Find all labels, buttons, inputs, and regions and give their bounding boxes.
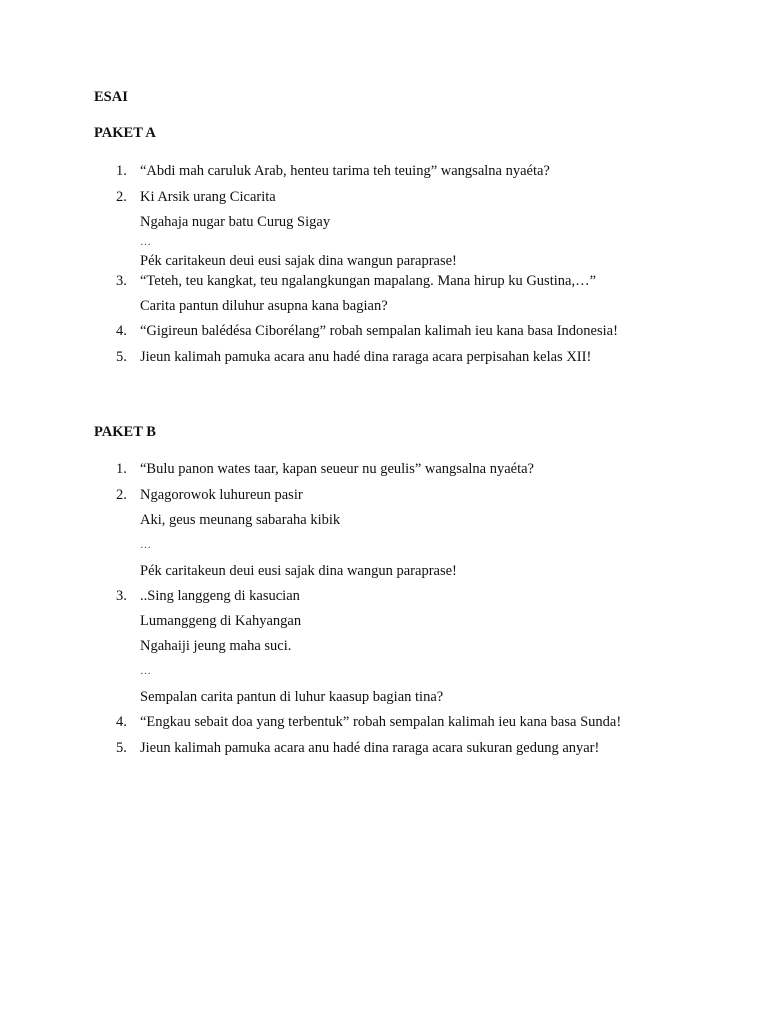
paket-b-q2-ellipsis: … [140,539,152,551]
paket-a-q3-line1: “Teteh, teu kangkat, teu ngalangkungan mapalang. Mana hirup ku Gustina,…” [140,273,596,289]
paket-b-q4-number: 4. [116,714,127,730]
paket-a-q3-line2: Carita pantun diluhur asupna kana bagian? [140,298,388,314]
paket-b-q5-number: 5. [116,740,127,756]
paket-b-q3-ellipsis: … [140,665,152,677]
paket-a-q2-line2: Ngahaja nugar batu Curug Sigay [140,214,331,230]
paket-a-q5-text: Jieun kalimah pamuka acara anu hadé dina raraga acara perpisahan kelas XII! [140,349,592,365]
paket-a-q4-number: 4. [116,323,127,339]
paket-b-heading: PAKET B [94,424,156,440]
paket-a-q2-line3: Pék caritakeun deui eusi sajak dina wangun paraprase! [140,253,457,269]
paket-a-q2-ellipsis: … [140,236,152,248]
paket-b-q3-line1: ..Sing langgeng di kasucian [140,588,300,604]
paket-a-q1-number: 1. [116,163,127,179]
paket-b-q5-text: Jieun kalimah pamuka acara anu hadé dina raraga acara sukuran gedung anyar! [140,740,600,756]
paket-b-q1-text: “Bulu panon wates taar, kapan seueur nu geulis” wangsalna nyaéta? [140,461,534,477]
paket-a-q2-number: 2. [116,189,127,205]
paket-b-q2-number: 2. [116,487,127,503]
esai-heading: ESAI [94,89,128,105]
paket-b-q3-line3: Ngahaiji jeung maha suci. [140,638,292,654]
paket-a-heading: PAKET A [94,125,156,141]
paket-a-q1-text: “Abdi mah caruluk Arab, henteu tarima teh teuing” wangsalna nyaéta? [140,163,550,179]
paket-a-q2-line1: Ki Arsik urang Cicarita [140,189,276,205]
paket-b-q4-text: “Engkau sebait doa yang terbentuk” robah sempalan kalimah ieu kana basa Sunda! [140,714,622,730]
paket-b-q3-line4: Sempalan carita pantun di luhur kaasup bagian tina? [140,689,444,705]
paket-b-q3-line2: Lumanggeng di Kahyangan [140,613,302,629]
paket-a-q4-text: “Gigireun balédésa Ciborélang” robah sempalan kalimah ieu kana basa Indonesia! [140,323,618,339]
paket-a-q3-number: 3. [116,273,127,289]
paket-b-q2-line2: Aki, geus meunang sabaraha kibik [140,512,341,528]
paket-b-q3-number: 3. [116,588,127,604]
paket-b-q1-number: 1. [116,461,127,477]
paket-b-q2-line1: Ngagorowok luhureun pasir [140,487,303,503]
paket-b-q2-line3: Pék caritakeun deui eusi sajak dina wangun paraprase! [140,563,457,579]
paket-a-q5-number: 5. [116,349,127,365]
